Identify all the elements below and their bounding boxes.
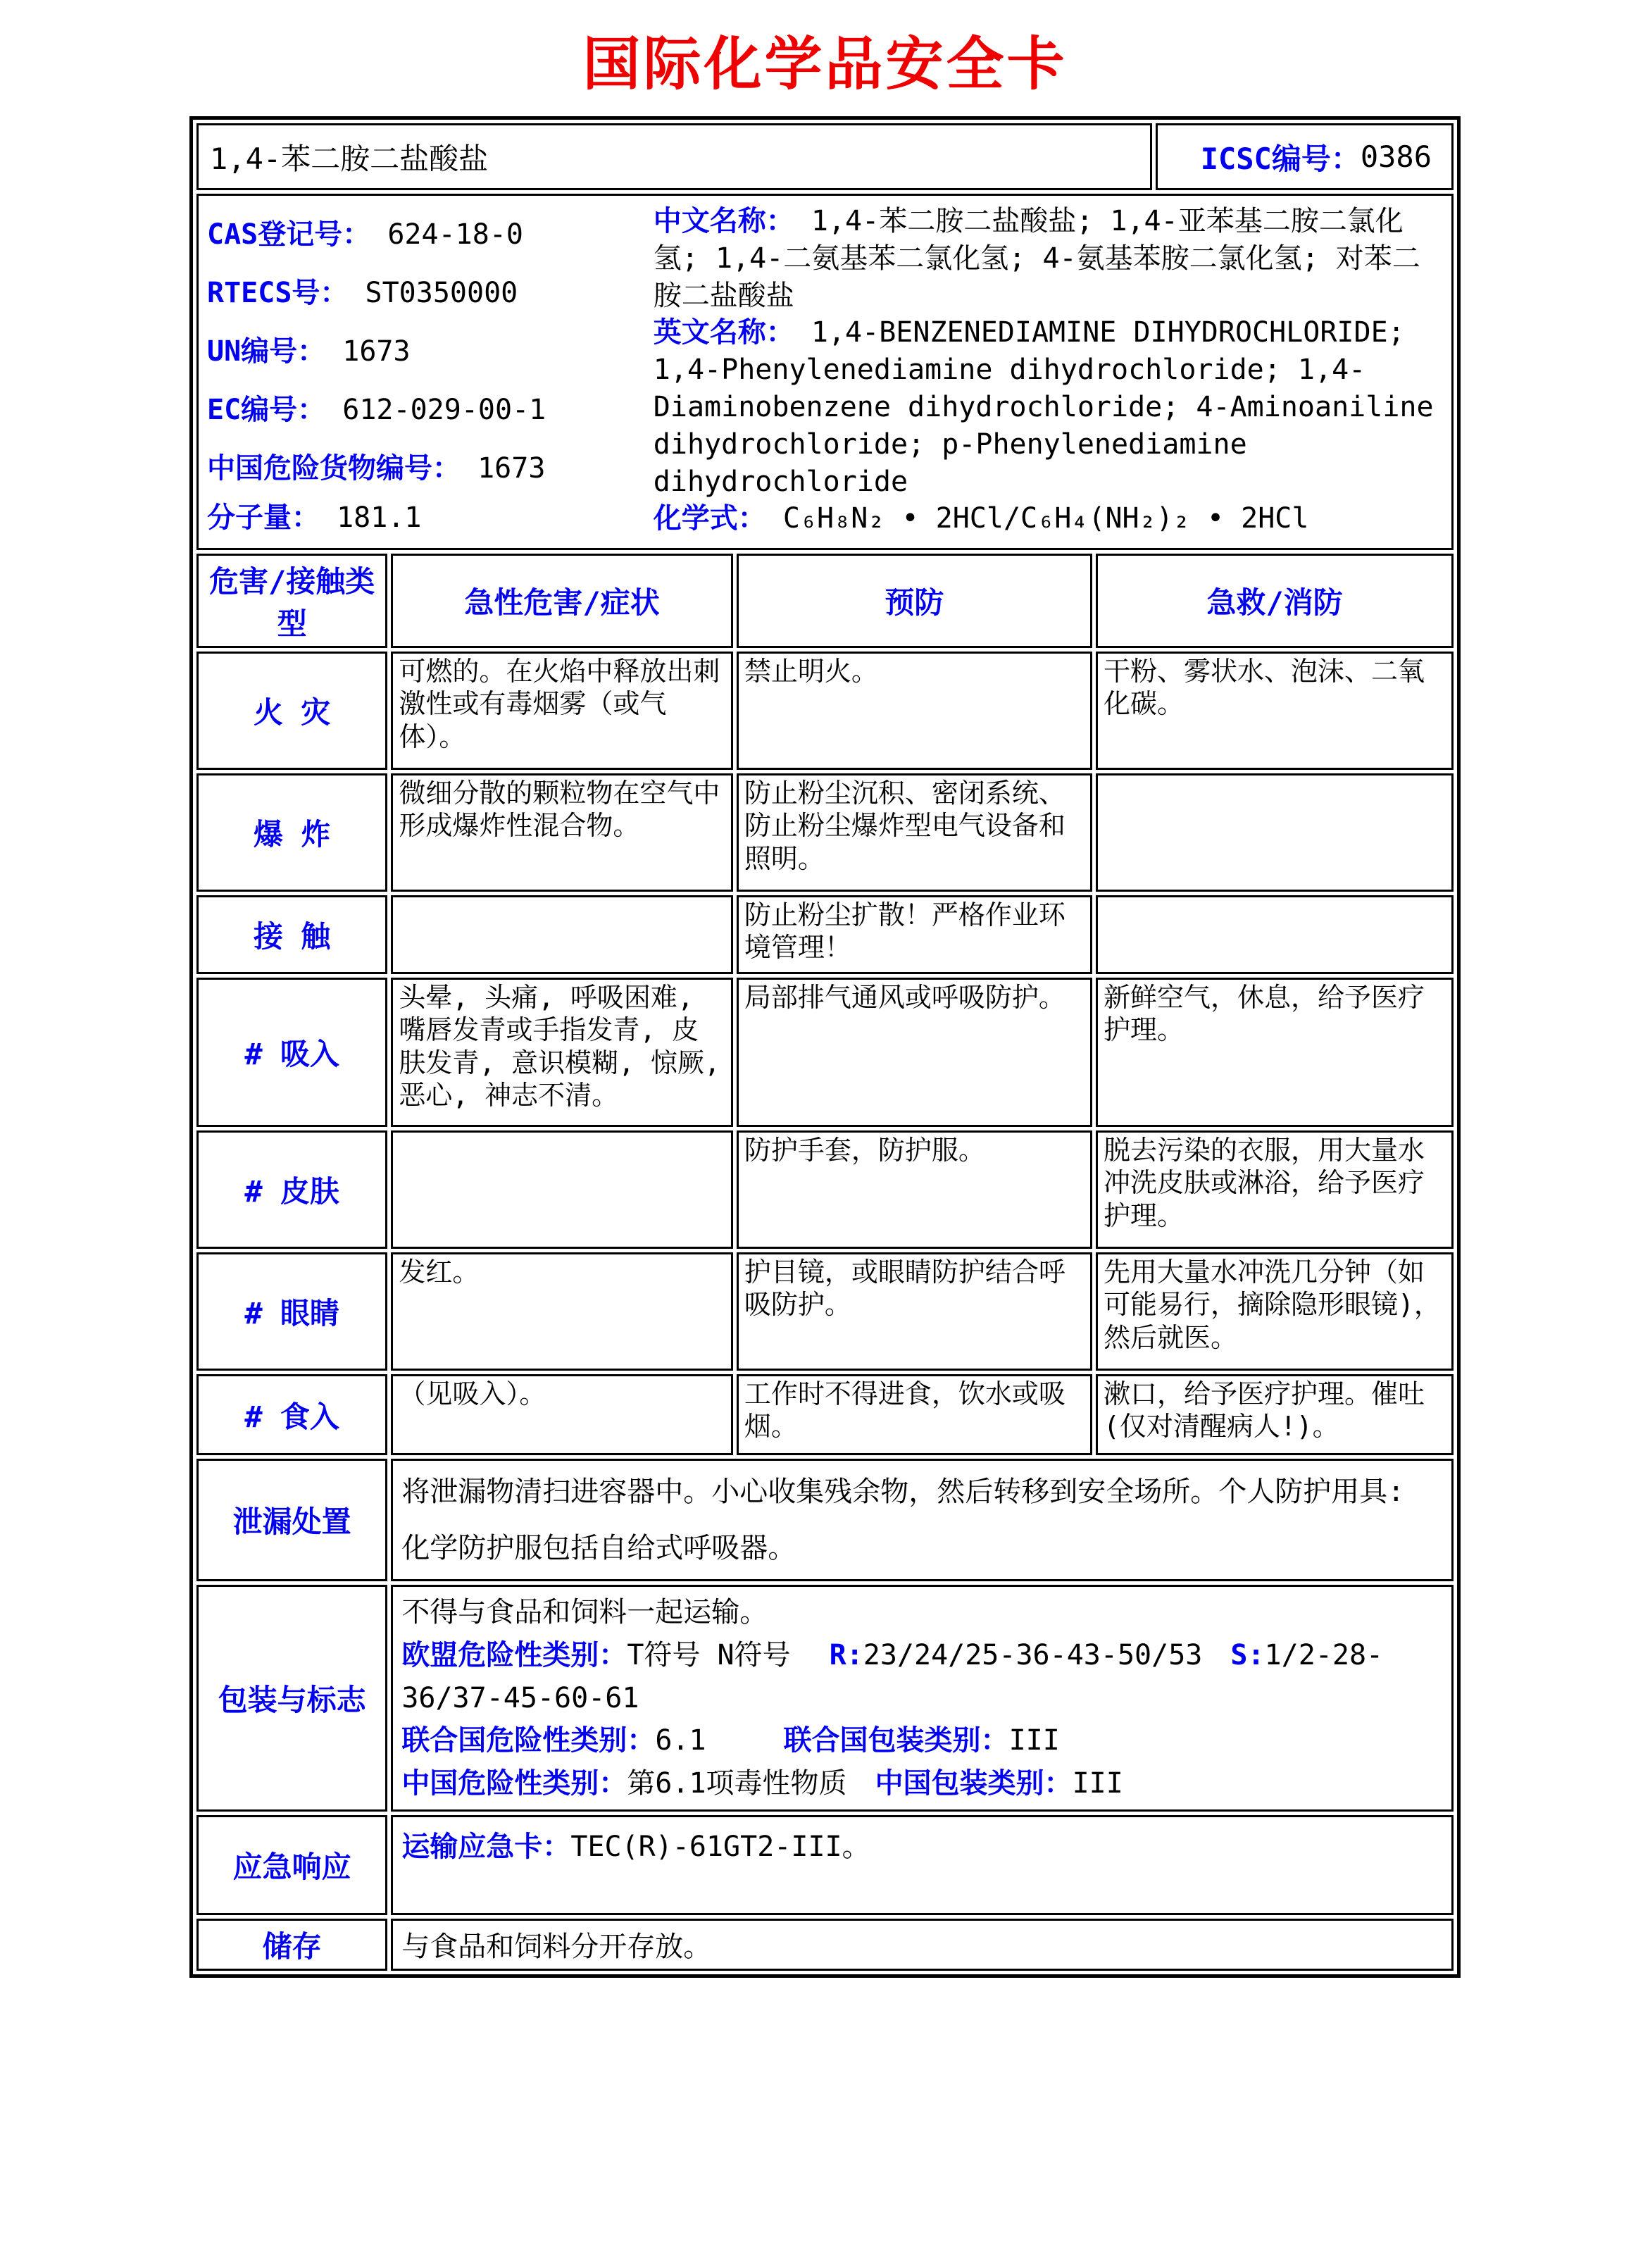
hazard-firstaid-cell: 新鲜空气，休息，给予医疗护理。 [1096,978,1454,1127]
hazard-header-firstaid: 急救/消防 [1096,554,1454,648]
packaging-cn-line [401,1762,1443,1805]
r-phrases-value: 23/24/25-36-43-50/53 [863,1638,1203,1671]
hazard-type-label: 爆 炸 [254,817,331,852]
hazard-prevention-cell: 禁止明火。 [737,652,1092,770]
hazard-row-eyes [196,1252,1454,1371]
hazard-symptoms-cell: （见吸入）。 [391,1374,733,1455]
hazard-type-cell [196,1374,387,1455]
hazard-type-cell [196,1252,387,1371]
cas-number-value: 624-18-0 [387,218,523,251]
hazard-prevention-cell: 工作时不得进食，饮水或吸烟。 [737,1374,1092,1455]
molecular-weight-line [207,495,652,535]
hazard-type-cell [196,1130,387,1249]
icsc-number-cell [1156,123,1454,190]
cas-number-label: CAS登记号： [207,218,371,251]
storage-text-cell [391,1919,1454,1971]
packaging-eu-line [401,1634,1443,1720]
hazard-table-header-row [196,554,1454,648]
transport-emergency-card-label: 运输应急卡： [401,1830,571,1863]
hazard-firstaid-cell: 先用大量水冲洗几分钟（如可能易行，摘除隐形眼镜)，然后就医。 [1096,1252,1454,1371]
chinese-name-line [654,203,1443,314]
hazard-type-label: 火 灾 [254,695,331,730]
substance-name-cell [196,123,1152,190]
hazard-symptoms-cell [391,1130,733,1249]
ec-number-label: EC编号： [207,394,326,426]
packaging-label: 包装与标志 [218,1682,366,1717]
spill-disposal-label-cell [196,1459,387,1581]
hazard-header-symptoms: 急性危害/症状 [391,554,733,648]
un-hazard-class-value: 6.1 [655,1724,706,1757]
un-number-value: 1673 [342,335,411,368]
storage-label: 储存 [262,1929,322,1964]
spill-disposal-label: 泄漏处置 [232,1504,351,1539]
cn-hazard-class-label: 中国危险性类别： [401,1767,627,1800]
eu-hazard-symbols: T符号 N符号 [627,1638,791,1671]
hazard-type-cell [196,978,387,1127]
hazard-firstaid-cell: 干粉、雾状水、泡沫、二氧化碳。 [1096,652,1454,770]
un-number-line [207,329,652,369]
hazard-type-label: # 吸入 [244,1037,339,1071]
hazard-firstaid-cell [1096,895,1454,974]
hazard-prevention-cell: 局部排气通风或呼吸防护。 [737,978,1092,1127]
substance-name: 1,4-苯二胺二盐酸盐 [210,141,489,176]
identification-cell [196,194,1454,550]
hazard-firstaid-cell: 脱去污染的衣服，用大量水冲洗皮肤或淋浴，给予医疗护理。 [1096,1130,1454,1249]
packaging-row [196,1585,1454,1812]
rtecs-number-value: ST0350000 [365,277,518,309]
hazard-symptoms-cell: 微细分散的颗粒物在空气中形成爆炸性混合物。 [391,773,733,892]
emergency-response-row [196,1815,1454,1915]
hazard-row-explosion [196,773,1454,892]
card-header-row [196,123,1454,190]
icsc-card [189,116,1461,1978]
spill-disposal-row [196,1459,1454,1581]
hazard-firstaid-cell: 漱口，给予医疗护理。催吐(仅对清醒病人!)。 [1096,1374,1454,1455]
hazard-prevention-cell: 护目镜，或眼睛防护结合呼吸防护。 [737,1252,1092,1371]
hazard-type-cell [196,895,387,974]
document-page [0,18,1650,1978]
english-name-label: 英文名称： [653,316,794,349]
eu-hazard-class-label: 欧盟危险性类别： [401,1638,627,1671]
packaging-transport-line [401,1591,1443,1634]
identification-row [196,194,1454,550]
ec-number-line [207,387,652,428]
emergency-response-label-cell [196,1815,387,1915]
hazard-row-contact [196,895,1454,974]
hazard-header-type: 危害/接触类型 [196,554,387,648]
storage-text: 与食品和饲料分开存放。 [401,1931,712,1964]
hazard-header-prevention: 预防 [737,554,1092,648]
molecular-weight-value: 181.1 [337,501,422,534]
hazard-row-fire [196,652,1454,770]
ec-number-value: 612-029-00-1 [342,394,546,426]
cas-number-line [207,212,652,252]
hazard-type-cell [196,773,387,892]
page-title: 国际化学品安全卡 [582,31,1068,98]
rtecs-number-line [207,270,652,311]
identification-right-column [652,203,1443,541]
spill-disposal-text-cell [391,1459,1454,1581]
hazard-prevention-cell: 防止粉尘扩散！严格作业环境管理！ [737,895,1092,974]
packaging-label-cell [196,1585,387,1812]
s-phrases-label: S: [1230,1638,1265,1671]
cn-hazard-class-value: 第6.1项毒性物质 [627,1767,847,1800]
r-phrases-label: R: [829,1638,863,1671]
molecular-weight-label: 分子量： [207,501,320,534]
un-packing-group-value: III [1008,1724,1060,1757]
hazard-type-label: # 眼睛 [244,1296,339,1331]
hazard-symptoms-cell [391,895,733,974]
chemical-formula-label: 化学式： [653,502,766,535]
identification-left-column [207,203,652,541]
hazard-type-label: 接 触 [254,919,331,954]
icsc-number-value: 0386 [1360,139,1432,174]
packaging-transport-text: 不得与食品和饲料一起运输。 [401,1596,768,1628]
chinese-name-label: 中文名称： [653,205,794,237]
hazard-row-ingestion [196,1374,1454,1455]
cn-packing-group-label: 中国包装类别： [875,1767,1073,1800]
rtecs-number-label: RTECS号： [207,277,349,309]
emergency-response-label: 应急响应 [232,1849,351,1884]
hazard-prevention-cell: 防护手套，防护服。 [737,1130,1092,1249]
cn-packing-group-value: III [1072,1767,1123,1800]
china-dangerous-goods-label: 中国危险货物编号： [207,452,461,485]
hazard-symptoms-cell: 可燃的。在火焰中释放出刺激性或有毒烟雾（或气体）。 [391,652,733,770]
hazard-type-label: # 皮肤 [244,1174,339,1209]
emergency-response-text-cell [391,1815,1454,1915]
hazard-symptoms-cell: 头晕, 头痛, 呼吸困难, 嘴唇发青或手指发青, 皮肤发青, 意识模糊, 惊厥, 恶心, 神志不清。 [391,978,733,1127]
chemical-formula-line [654,500,1443,537]
chemical-formula-value: C₆H₈N₂ • 2HCl/C₆H₄(NH₂)₂ • 2HCl [782,502,1309,535]
chinese-name-value: 1,4-苯二胺二盐酸盐; 1,4-亚苯基二胺二氯化氢; 1,4-二氨基苯二氯化氢; 4-氨基苯胺二氯化氢; 对苯二胺二盐酸盐 [653,205,1420,312]
hazard-type-label: # 食入 [244,1399,339,1434]
packaging-text-cell [391,1585,1454,1812]
hazard-firstaid-cell [1096,773,1454,892]
storage-row [196,1919,1454,1971]
transport-emergency-card-value: TEC(R)-61GT2-III。 [570,1830,870,1863]
s-phrases-value: 1/2-28-36/37-45-60-61 [401,1638,1384,1714]
storage-label-cell [196,1919,387,1971]
packaging-un-line [401,1719,1443,1762]
english-name-line [654,314,1443,500]
un-packing-group-label: 联合国包装类别： [783,1724,1009,1757]
hazard-prevention-cell: 防止粉尘沉积、密闭系统、防止粉尘爆炸型电气设备和照明。 [737,773,1092,892]
hazard-row-inhalation [196,978,1454,1127]
un-hazard-class-label: 联合国危险性类别： [401,1724,656,1757]
hazard-symptoms-cell: 发红。 [391,1252,733,1371]
icsc-number-label: ICSC编号： [1200,141,1361,176]
spill-disposal-text: 将泄漏物清扫进容器中。小心收集残余物，然后转移到安全场所。个人防护用具: 化学防护服包括自给式呼吸器。 [401,1476,1405,1564]
english-name-value: 1,4-BENZENEDIAMINE DIHYDROCHLORIDE; 1,4-Phenylenediamine dihydrochloride; 1,4-Diaminobenzene dihydrochloride; 4-Aminoaniline dihydrochloride; p-Phenylenediamine dihydrochloride [653,316,1434,498]
china-dangerous-goods-value: 1673 [477,452,546,485]
hazard-row-skin [196,1130,1454,1249]
hazard-type-cell [196,652,387,770]
china-dangerous-goods-line [207,446,652,486]
un-number-label: UN编号： [207,335,326,368]
